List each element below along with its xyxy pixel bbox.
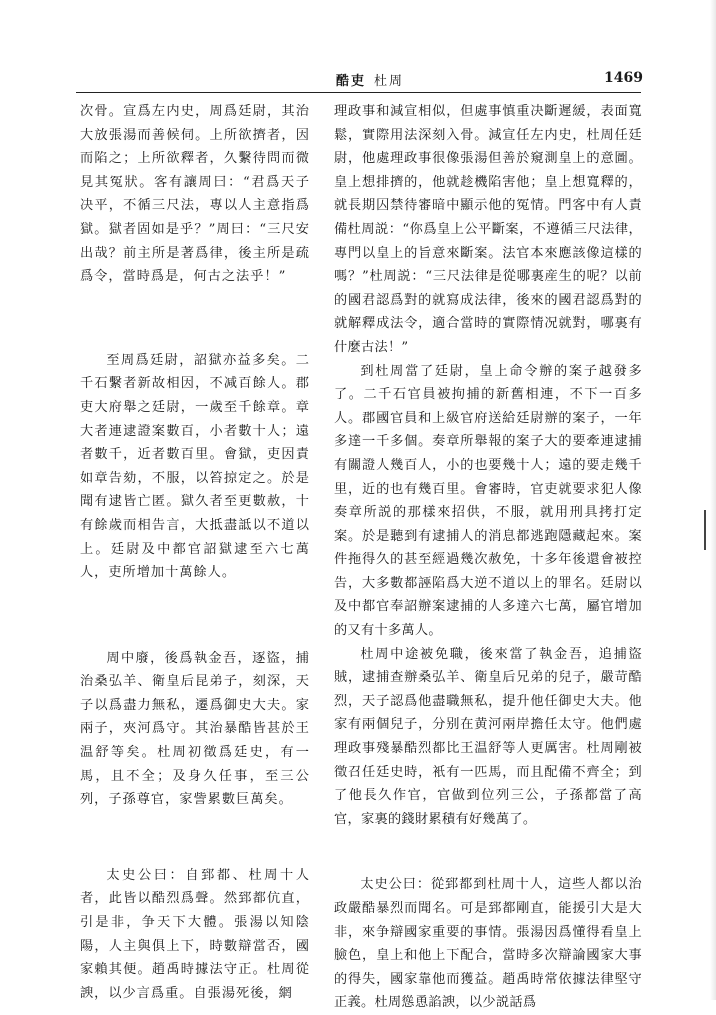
header-rule — [76, 92, 641, 93]
classical-chinese-column — [80, 100, 310, 1005]
classical-paragraph-4: 太史公曰：自郅都、杜周十人者，此皆以酷烈爲聲。然郅都伉直，引是非，争天下大體。張湯以知陰陽，人主與俱上下，時數辯當否，國家賴其便。趙禹時據法守正。杜周從諛，以少言爲重。自張湯死後，網 — [80, 867, 310, 1001]
scan-edge-shadow — [710, 0, 716, 1000]
vernacular-paragraph-3: 杜周中途被免職，後來當了執金吾，追捕盜賊，逮捕查辦桑弘羊、衛皇后兄弟的兒子，嚴苛酷烈，天子認爲他盡職無私，提升他任御史大夫。他家有兩個兒子，分别在黄河兩岸擔任太守。他們處理政事殘暴酷烈都比王温舒等人更厲害。杜周剛被徵召任廷史時，衹有一匹馬，而且配備不齊全；到了他長久作官，官做到位列三公，子孫都當了高官，家裏的錢財累積有好幾萬了。 — [334, 646, 642, 827]
classical-paragraph-3: 周中廢，後爲執金吾，逐盜，捕治桑弘羊、衛皇后昆弟子，刻深，天子以爲盡力無私，遷爲御史大夫。家兩子，夾河爲守。其治暴酷皆甚於王温舒等矣。杜周初徵爲廷史，有一馬，且不全；及身久任事，至三公列，子孫尊官，家訾累數巨萬矣。 — [80, 650, 310, 808]
running-head — [336, 70, 404, 89]
classical-paragraph-2: 至周爲廷尉，詔獄亦益多矣。二千石繫者新故相因，不减百餘人。郡吏大府舉之廷尉，一歲至千餘章。章大者連逮證案數百，小者數十人；遠者數千，近者數百里。會獄，吏因責如章告劾，不服，以笞掠定之。於是聞有逮皆亡匿。獄久者至更數赦，十有餘歲而相告言，大抵盡詆以不道以上。廷尉及中都官詔獄逮至六七萬人，吏所增加十萬餘人。 — [80, 352, 310, 581]
vernacular-paragraph-2: 到杜周當了廷尉，皇上命令辦的案子越發多了。二千石官員被拘捕的新舊相連，不下一百多人。郡國官員和上級官府送給廷尉辦的案子，一年多達一千多個。奏章所舉報的案子大的要牽連逮捕有關證人幾百人，小的也要幾十人；遠的要走幾千里，近的也有幾百里。會審時，官吏就要求犯人像奏章所説的那樣來招供，不服，就用刑具拷打定案。於是聽到有逮捕人的消息都逃跑隱藏起來。案件拖得久的甚至經過幾次赦免，十多年後還會被控告，大多數都誣陷爲大逆不道以上的罪名。廷尉以及中都官奉詔辦案逮捕的人多達六七萬，屬官增加的又有十多萬人。 — [334, 363, 642, 639]
running-head-book: 酷吏 — [336, 74, 367, 89]
vernacular-paragraph-1: 理政事和減宣相似，但處事慎重决斷遲緩，表面寬鬆，實際用法深刻入骨。減宣任左内史，杜周任廷尉，他處理政事很像張湯但善於窺測皇上的意圖。皇上想排擠的，他就趁機陷害他；皇上想寬釋的，就長期囚禁待審暗中顯示他的冤情。門客中有人責備杜周説：“你爲皇上公平斷案，不遵循三尺法律，專門以皇上的旨意來斷案。法官本來應該像這樣的嗎？”杜周説：“三尺法律是從哪裏産生的呢？以前的國君認爲對的就寫成法律，後來的國君認爲對的就解釋成法令，適合當時的實際情况就對，哪裏有什麼古法！” — [334, 104, 642, 355]
vernacular-paragraph-4: 太史公曰：從郅都到杜周十人，這些人都以治政嚴酷暴烈而聞名。可是郅都剛直，能援引大是大非，來争辯國家重要的事情。張湯因爲懂得看皇上臉色，皇上和他上下配合，當時多次辯論國家大事的得失，國家靠他而獲益。趙禹時常依據法律堅守正義。杜周慫恿諂諛，以少説話爲 — [334, 877, 642, 1011]
running-head-chapter: 杜周 — [374, 74, 405, 89]
classical-paragraph-1: 次骨。宣爲左内史，周爲廷尉，其治大放張湯而善候伺。上所欲擠者，因而陷之；上所欲釋者，久繫待問而微見其冤狀。客有讓周曰：“君爲天子决平，不循三尺法，專以人主意指爲獄。獄者固如是乎？”周曰：“三尺安出哉？前主所是著爲律，後主所是疏爲令，當時爲是，何古之法乎！” — [80, 104, 310, 285]
scan-artifact-mark — [704, 510, 706, 550]
page-number: 1469 — [604, 70, 643, 86]
vernacular-translation-column — [334, 100, 642, 1015]
